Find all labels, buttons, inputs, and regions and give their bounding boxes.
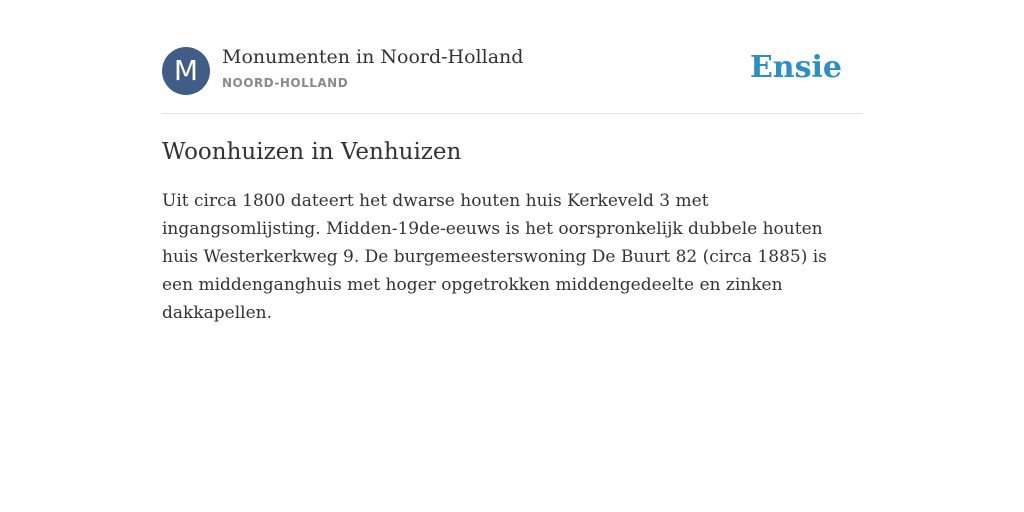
brand-logo[interactable]: Ensie: [749, 50, 842, 85]
source-subtitle: NOORD-HOLLAND: [222, 76, 349, 90]
source-avatar[interactable]: M: [162, 47, 210, 95]
article-title: Woonhuizen in Venhuizen: [162, 139, 462, 165]
definition-card: [162, 46, 862, 327]
card-header: [162, 46, 862, 114]
article-body: Uit circa 1800 dateert het dwarse houten huis Kerkeveld 3 met ingangsomlijsting. Midden-19de-eeuws is het oorspronkelijk dubbele houten huis Westerkerkweg 9. De burgemeesterswoning De Buurt 82 (circa 1885) is een middenganghuis met hoger opgetrokken middengedeelte en zinken dakkapellen.: [162, 191, 827, 323]
source-title[interactable]: Monumenten in Noord-Holland: [222, 46, 524, 68]
